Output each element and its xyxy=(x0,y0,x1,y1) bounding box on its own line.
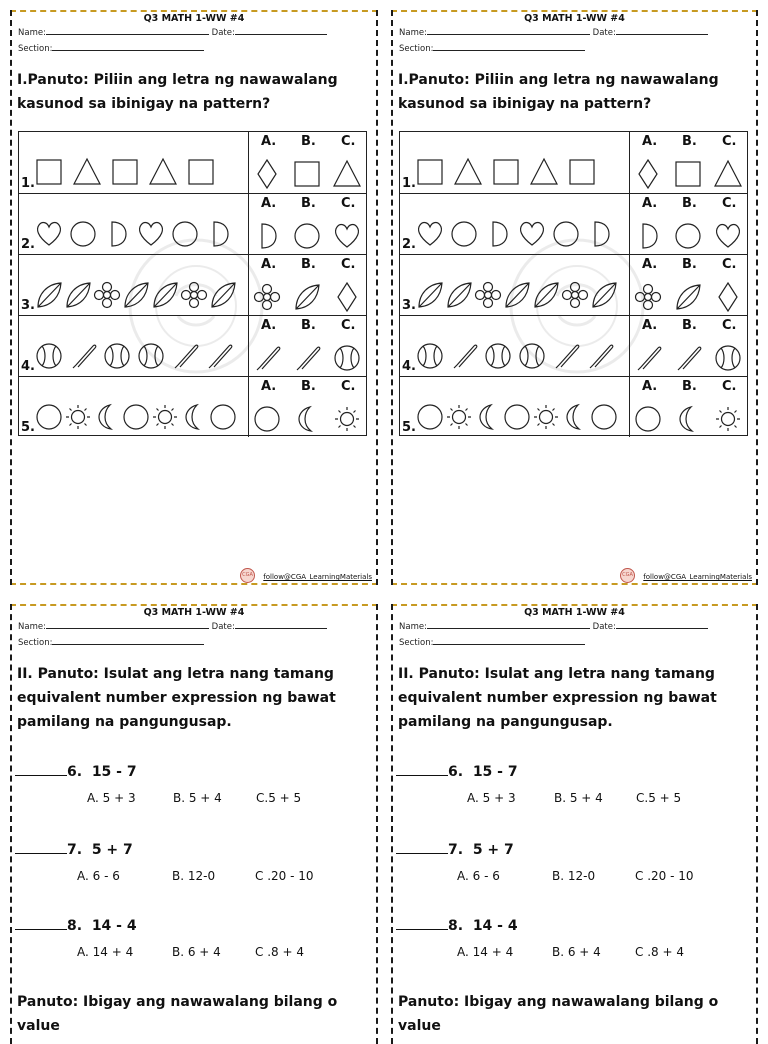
triangle-icon xyxy=(150,159,176,184)
instruction-line: equivalent number expression ng bawat xyxy=(398,690,717,706)
row-number: 2. xyxy=(402,237,416,252)
card-border-left xyxy=(10,604,12,1044)
section-field xyxy=(18,636,204,648)
pattern-row xyxy=(400,132,747,193)
circle-icon xyxy=(592,405,616,429)
name-label: Name: xyxy=(18,622,46,632)
baseball-option-icon[interactable] xyxy=(335,346,359,370)
triangle-option-icon[interactable] xyxy=(715,161,741,186)
row-number: 5. xyxy=(21,420,35,435)
triangle-icon xyxy=(455,159,481,184)
answer-options xyxy=(249,397,367,438)
leaf-icon xyxy=(448,283,471,307)
choice-a: A. 5 + 3 xyxy=(87,791,136,805)
question-8 xyxy=(396,917,518,934)
crescent-icon xyxy=(186,405,198,429)
card-border-bottom xyxy=(391,583,758,585)
pattern-row xyxy=(19,132,366,193)
question-expression: 15 - 7 xyxy=(472,764,518,780)
date-label: Date: xyxy=(211,28,235,38)
circle-icon xyxy=(211,405,235,429)
sun-icon xyxy=(153,405,177,429)
cga-watermark-logo xyxy=(126,236,266,376)
card-border-top xyxy=(391,604,758,606)
section-field xyxy=(18,42,204,54)
option-letter: A. xyxy=(642,379,658,394)
footer-credit: follow@CGA_LearningMaterials xyxy=(643,573,752,581)
option-letter: A. xyxy=(642,318,658,333)
name-label: Name: xyxy=(18,28,46,38)
card-border-right xyxy=(756,10,758,585)
baseball-icon xyxy=(37,344,61,368)
instruction-line: II. Panuto: Isulat ang letra nang tamang xyxy=(17,666,334,682)
baseball-icon xyxy=(418,344,442,368)
choice-b: B. 12-0 xyxy=(172,869,216,883)
question-number: 7. xyxy=(67,842,83,858)
worksheet-card-bottom-left xyxy=(10,604,378,1044)
diamond-option-icon[interactable] xyxy=(719,283,737,311)
sheet-title: Q3 MATH 1-WW #4 xyxy=(524,13,625,24)
heart-icon xyxy=(419,223,442,245)
square-icon xyxy=(570,160,594,184)
answer-blank[interactable] xyxy=(396,841,448,854)
question-number: 6. xyxy=(448,764,464,780)
worksheet-card-bottom-right xyxy=(391,604,758,1044)
circle-icon xyxy=(418,405,442,429)
section-line xyxy=(52,42,204,51)
answer-blank[interactable] xyxy=(396,763,448,776)
option-letter: B. xyxy=(301,379,316,394)
date-line xyxy=(616,26,708,35)
choice-a: A. 6 - 6 xyxy=(77,869,120,883)
answer-options xyxy=(630,152,748,193)
option-letter: B. xyxy=(682,318,697,333)
circle-option-icon[interactable] xyxy=(295,224,319,248)
option-letter: A. xyxy=(261,257,277,272)
pattern-sequence xyxy=(414,392,626,438)
square-icon xyxy=(37,160,61,184)
name-line xyxy=(46,26,209,35)
bat-option-icon[interactable] xyxy=(678,347,701,370)
square-option-icon[interactable] xyxy=(676,162,700,186)
option-letter: C. xyxy=(722,257,737,272)
part2-instruction xyxy=(17,662,370,734)
question-expression: 15 - 7 xyxy=(91,764,137,780)
name-line xyxy=(427,26,590,35)
question-number: 6. xyxy=(67,764,83,780)
circle-icon xyxy=(452,222,476,246)
crescent-icon xyxy=(99,405,111,429)
row-number: 4. xyxy=(21,359,35,374)
square-option-icon[interactable] xyxy=(295,162,319,186)
row-number: 2. xyxy=(21,237,35,252)
leaf-icon xyxy=(67,283,90,307)
heart-option-icon[interactable] xyxy=(717,225,740,247)
row-number: 5. xyxy=(402,420,416,435)
choice-b: B. 6 + 4 xyxy=(172,945,221,959)
question-6 xyxy=(396,763,518,780)
worksheet-card-top-left xyxy=(10,10,378,585)
answer-options xyxy=(249,152,367,193)
sun-option-icon[interactable] xyxy=(716,407,740,431)
option-letter: C. xyxy=(722,196,737,211)
section-field xyxy=(399,636,585,648)
row-number: 1. xyxy=(21,176,35,191)
question-number: 7. xyxy=(448,842,464,858)
answer-options xyxy=(630,397,748,438)
card-border-top xyxy=(10,10,378,12)
halfmoon-icon xyxy=(112,222,126,246)
option-letter: C. xyxy=(722,318,737,333)
instruction-line: equivalent number expression ng bawat xyxy=(17,690,336,706)
answer-options xyxy=(630,336,748,377)
part1-instruction xyxy=(17,68,370,116)
triangle-icon xyxy=(74,159,100,184)
sheet-title: Q3 MATH 1-WW #4 xyxy=(524,607,625,618)
answer-blank[interactable] xyxy=(15,841,67,854)
option-letter: B. xyxy=(682,196,697,211)
pattern-row xyxy=(19,376,366,437)
question-expression: 5 + 7 xyxy=(91,842,133,858)
card-border-right xyxy=(376,604,378,1044)
cga-logo-icon: CGA xyxy=(240,568,255,583)
name-label: Name: xyxy=(399,28,427,38)
flower-icon xyxy=(95,283,120,308)
baseball-option-icon[interactable] xyxy=(716,346,740,370)
name-date-field xyxy=(399,26,708,38)
leaf-option-icon[interactable] xyxy=(296,285,319,309)
card-border-left xyxy=(391,604,393,1044)
heart-option-icon[interactable] xyxy=(336,225,359,247)
card-border-bottom xyxy=(10,583,378,585)
question-6 xyxy=(15,763,137,780)
option-letter: B. xyxy=(301,134,316,149)
option-letter: A. xyxy=(261,379,277,394)
leaf-icon xyxy=(419,283,442,307)
circle-icon xyxy=(124,405,148,429)
circle-icon xyxy=(505,405,529,429)
row-number: 3. xyxy=(402,298,416,313)
choice-c: C .20 - 10 xyxy=(635,869,694,883)
bat-option-icon[interactable] xyxy=(297,347,320,370)
date-line xyxy=(616,620,708,629)
option-letter: C. xyxy=(341,134,356,149)
instruction-line: II. Panuto: Isulat ang letra nang tamang xyxy=(398,666,715,682)
leaf-icon xyxy=(38,283,61,307)
option-letter: A. xyxy=(261,318,277,333)
pattern-row xyxy=(400,376,747,437)
option-letter: C. xyxy=(341,379,356,394)
choice-c: C.5 + 5 xyxy=(256,791,302,805)
cga-watermark-logo xyxy=(507,236,647,376)
section-label: Section: xyxy=(399,638,434,648)
sun-icon xyxy=(66,405,90,429)
sun-icon xyxy=(534,405,558,429)
diamond-option-icon[interactable] xyxy=(338,283,356,311)
leaf-option-icon[interactable] xyxy=(677,285,700,309)
answer-options xyxy=(249,214,367,255)
instruction-line: I.Panuto: Piliin ang letra ng nawawalang xyxy=(17,72,338,88)
question-expression: 14 - 4 xyxy=(472,918,518,934)
date-label: Date: xyxy=(592,622,616,632)
card-border-right xyxy=(376,10,378,585)
option-letter: C. xyxy=(722,379,737,394)
square-icon xyxy=(189,160,213,184)
crescent-icon xyxy=(567,405,579,429)
pattern-sequence xyxy=(33,147,245,193)
option-letter: A. xyxy=(642,134,658,149)
part1-instruction xyxy=(398,68,750,116)
choice-b: B. 5 + 4 xyxy=(173,791,222,805)
instruction-line: pamilang na pangungusap. xyxy=(17,714,232,730)
answer-blank[interactable] xyxy=(396,917,448,930)
heart-icon xyxy=(38,223,61,245)
square-icon xyxy=(113,160,137,184)
part2-instruction xyxy=(398,662,750,734)
crescent-option-icon[interactable] xyxy=(299,407,311,431)
instruction-line: kasunod sa ibinigay na pattern? xyxy=(398,96,652,112)
choice-a: A. 6 - 6 xyxy=(457,869,500,883)
question-number: 8. xyxy=(67,918,83,934)
halfmoon-icon xyxy=(493,222,507,246)
question-7 xyxy=(396,841,514,858)
bat-icon xyxy=(73,345,96,368)
flower-icon xyxy=(476,283,501,308)
section-line xyxy=(433,636,585,645)
choice-b: B. 5 + 4 xyxy=(554,791,603,805)
answer-options xyxy=(249,275,367,316)
footer-credit: follow@CGA_LearningMaterials xyxy=(263,573,372,581)
card-border-right xyxy=(756,604,758,1044)
circle-option-icon[interactable] xyxy=(255,407,279,431)
sheet-title: Q3 MATH 1-WW #4 xyxy=(143,607,245,618)
card-border-top xyxy=(391,10,758,12)
square-icon xyxy=(494,160,518,184)
crescent-option-icon[interactable] xyxy=(680,407,692,431)
crescent-icon xyxy=(480,405,492,429)
circle-icon xyxy=(71,222,95,246)
section-label: Section: xyxy=(399,44,434,54)
diamond-option-icon[interactable] xyxy=(639,160,657,188)
section-label: Section: xyxy=(18,638,53,648)
part3-instruction: Panuto: Ibigay ang nawawalang bilang o value xyxy=(398,994,719,1034)
sun-icon xyxy=(447,405,471,429)
choice-c: C.5 + 5 xyxy=(636,791,682,805)
part3-instruction: Panuto: Ibigay ang nawawalang bilang o value xyxy=(17,994,338,1034)
sheet-title: Q3 MATH 1-WW #4 xyxy=(143,13,245,24)
choice-b: B. 6 + 4 xyxy=(552,945,601,959)
option-letter: C. xyxy=(341,318,356,333)
section-line xyxy=(433,42,585,51)
triangle-option-icon[interactable] xyxy=(334,161,360,186)
worksheet-card-top-right xyxy=(391,10,758,585)
choice-a: A. 14 + 4 xyxy=(457,945,514,959)
instruction-line: pamilang na pangungusap. xyxy=(398,714,613,730)
option-letter: B. xyxy=(682,257,697,272)
option-letter: C. xyxy=(722,134,737,149)
option-letter: B. xyxy=(301,196,316,211)
option-letter: B. xyxy=(682,134,697,149)
name-line xyxy=(427,620,590,629)
name-line xyxy=(46,620,209,629)
date-line xyxy=(235,26,327,35)
row-number: 1. xyxy=(402,176,416,191)
row-number: 3. xyxy=(21,298,35,313)
choice-c: C .8 + 4 xyxy=(635,945,684,959)
option-letter: C. xyxy=(341,257,356,272)
choice-a: A. 14 + 4 xyxy=(77,945,134,959)
name-date-field xyxy=(399,620,708,632)
diamond-option-icon[interactable] xyxy=(258,160,276,188)
instruction-line: kasunod sa ibinigay na pattern? xyxy=(17,96,271,112)
pattern-sequence xyxy=(414,147,626,193)
section-label: Section: xyxy=(18,44,53,54)
pattern-sequence xyxy=(33,392,245,438)
option-letter: C. xyxy=(341,196,356,211)
date-label: Date: xyxy=(211,622,235,632)
name-label: Name: xyxy=(399,622,427,632)
section-line xyxy=(52,636,204,645)
name-date-field xyxy=(18,26,327,38)
choice-b: B. 12-0 xyxy=(552,869,596,883)
option-letter: A. xyxy=(642,196,658,211)
card-border-left xyxy=(10,10,12,585)
bat-icon xyxy=(454,345,477,368)
answer-blank[interactable] xyxy=(15,917,67,930)
square-icon xyxy=(418,160,442,184)
answer-options xyxy=(630,275,748,316)
option-letter: B. xyxy=(301,257,316,272)
circle-option-icon[interactable] xyxy=(676,224,700,248)
answer-blank[interactable] xyxy=(15,763,67,776)
question-expression: 5 + 7 xyxy=(472,842,514,858)
circle-icon xyxy=(37,405,61,429)
date-label: Date: xyxy=(592,28,616,38)
choice-c: C .20 - 10 xyxy=(255,869,314,883)
question-expression: 14 - 4 xyxy=(91,918,137,934)
choice-a: A. 5 + 3 xyxy=(467,791,516,805)
answer-options xyxy=(249,336,367,377)
cga-logo-icon: CGA xyxy=(620,568,635,583)
answer-options xyxy=(630,214,748,255)
choice-c: C .8 + 4 xyxy=(255,945,304,959)
question-number: 8. xyxy=(448,918,464,934)
option-letter: A. xyxy=(642,257,658,272)
date-line xyxy=(235,620,327,629)
question-8 xyxy=(15,917,137,934)
section-field xyxy=(399,42,585,54)
card-border-left xyxy=(391,10,393,585)
row-number: 4. xyxy=(402,359,416,374)
question-7 xyxy=(15,841,133,858)
circle-option-icon[interactable] xyxy=(636,407,660,431)
instruction-line: I.Panuto: Piliin ang letra ng nawawalang xyxy=(398,72,719,88)
option-letter: B. xyxy=(682,379,697,394)
option-letter: B. xyxy=(301,318,316,333)
option-letter: A. xyxy=(261,134,277,149)
option-letter: A. xyxy=(261,196,277,211)
triangle-icon xyxy=(531,159,557,184)
name-date-field xyxy=(18,620,327,632)
card-border-top xyxy=(10,604,378,606)
sun-option-icon[interactable] xyxy=(335,407,359,431)
